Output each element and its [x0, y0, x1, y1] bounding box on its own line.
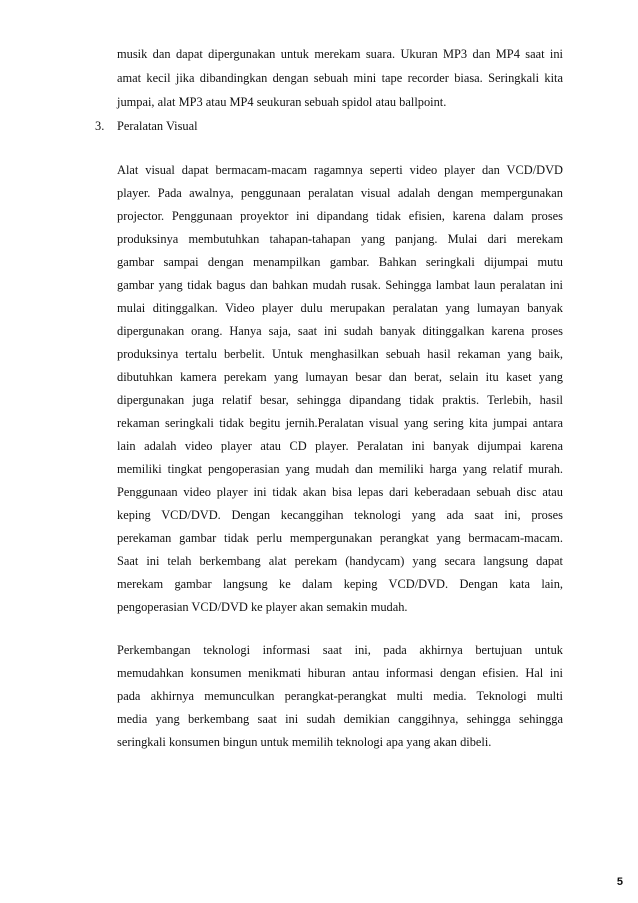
- paragraph-line: player. Pada awalnya, penggunaan peralatan visual adalah dengan mempergunakan: [117, 186, 563, 200]
- paragraph-line: mulai ditinggalkan. Video player dulu merupakan peralatan yang lumayan banyak: [117, 301, 563, 315]
- paragraph-line: dipergunakan orang. Hanya saja, saat ini sudah banyak ditinggalkan karena proses: [117, 324, 563, 338]
- page-number: 5: [616, 876, 623, 888]
- body-text-line: jumpai, alat MP3 atau MP4 seukuran sebuah spidol atau ballpoint.: [117, 95, 447, 109]
- paragraph-line: media yang berkembang saat ini sudah demikian canggihnya, sehingga sehingga: [117, 712, 563, 726]
- paragraph-line: Saat ini telah berkembang alat perekam (handycam) yang secara langsung dapat: [117, 554, 563, 568]
- paragraph-line: produksinya tertalu berbelit. Untuk menghasilkan sebuah hasil rekaman yang baik,: [117, 347, 563, 361]
- paragraph-line: pengoperasian VCD/DVD ke player akan semakin mudah.: [117, 600, 408, 614]
- section-title: Peralatan Visual: [117, 119, 198, 133]
- body-text-line: amat kecil jika dibandingkan dengan sebuah mini tape recorder biasa. Seringkali kita: [117, 71, 563, 85]
- section-number: 3.: [95, 119, 105, 133]
- paragraph-line: memudahkan konsumen menikmati hiburan antau informasi dengan efisien. Hal ini: [117, 666, 563, 680]
- paragraph-line: gambar sampai dengan menampilkan gambar. Bahkan seringkali dijumpai mutu: [117, 255, 563, 269]
- paragraph-line: dipergunakan juga relatif besar, sehingga dipandang tidak praktis. Terlebih, hasil: [117, 393, 563, 407]
- paragraph-line: gambar yang tidak bagus dan bahkan mudah rusak. Sehingga lambat laun peralatan ini: [117, 278, 563, 292]
- paragraph-line: memiliki tingkat pengoperasian yang mudah dan memiliki harga yang relatif murah.: [117, 462, 563, 476]
- paragraph-line: rekaman seringkali tidak begitu jernih.Peralatan visual yang sering kita jumpai antara: [117, 416, 563, 430]
- paragraph-line: pada akhirnya memunculkan perangkat-perangkat multi media. Teknologi multi: [117, 689, 563, 703]
- paragraph-line: seringkali konsumen bingun untuk memilih teknologi apa yang akan dibeli.: [117, 735, 492, 749]
- paragraph-line: produksinya membutuhkan tahapan-tahapan yang panjang. Mulai dari merekam: [117, 232, 563, 246]
- paragraph-line: perekaman gambar tidak perlu mempergunakan perangkat yang bermacam-macam.: [117, 531, 563, 545]
- paragraph-line: projector. Penggunaan proyektor ini dipandang tidak efisien, karena dalam proses: [117, 209, 563, 223]
- body-text-line: musik dan dapat dipergunakan untuk merekam suara. Ukuran MP3 dan MP4 saat ini: [117, 47, 563, 61]
- paragraph-line: keping VCD/DVD. Dengan kecanggihan teknologi yang ada saat ini, proses: [117, 508, 563, 522]
- paragraph-line: dibutuhkan kamera perekam yang lumayan besar dan berat, selain itu kaset yang: [117, 370, 563, 384]
- paragraph-line: Perkembangan teknologi informasi saat ini, pada akhirnya bertujuan untuk: [117, 643, 563, 657]
- paragraph-line: merekam gambar langsung ke dalam keping VCD/DVD. Dengan kata lain,: [117, 577, 563, 591]
- paragraph-line: Penggunaan video player ini tidak akan bisa lepas dari keberadaan sebuah disc atau: [117, 485, 563, 499]
- paragraph-line: lain adalah video player atau CD player. Peralatan ini banyak dijumpai karena: [117, 439, 563, 453]
- paragraph-line: Alat visual dapat bermacam-macam ragamnya seperti video player dan VCD/DVD: [117, 163, 563, 177]
